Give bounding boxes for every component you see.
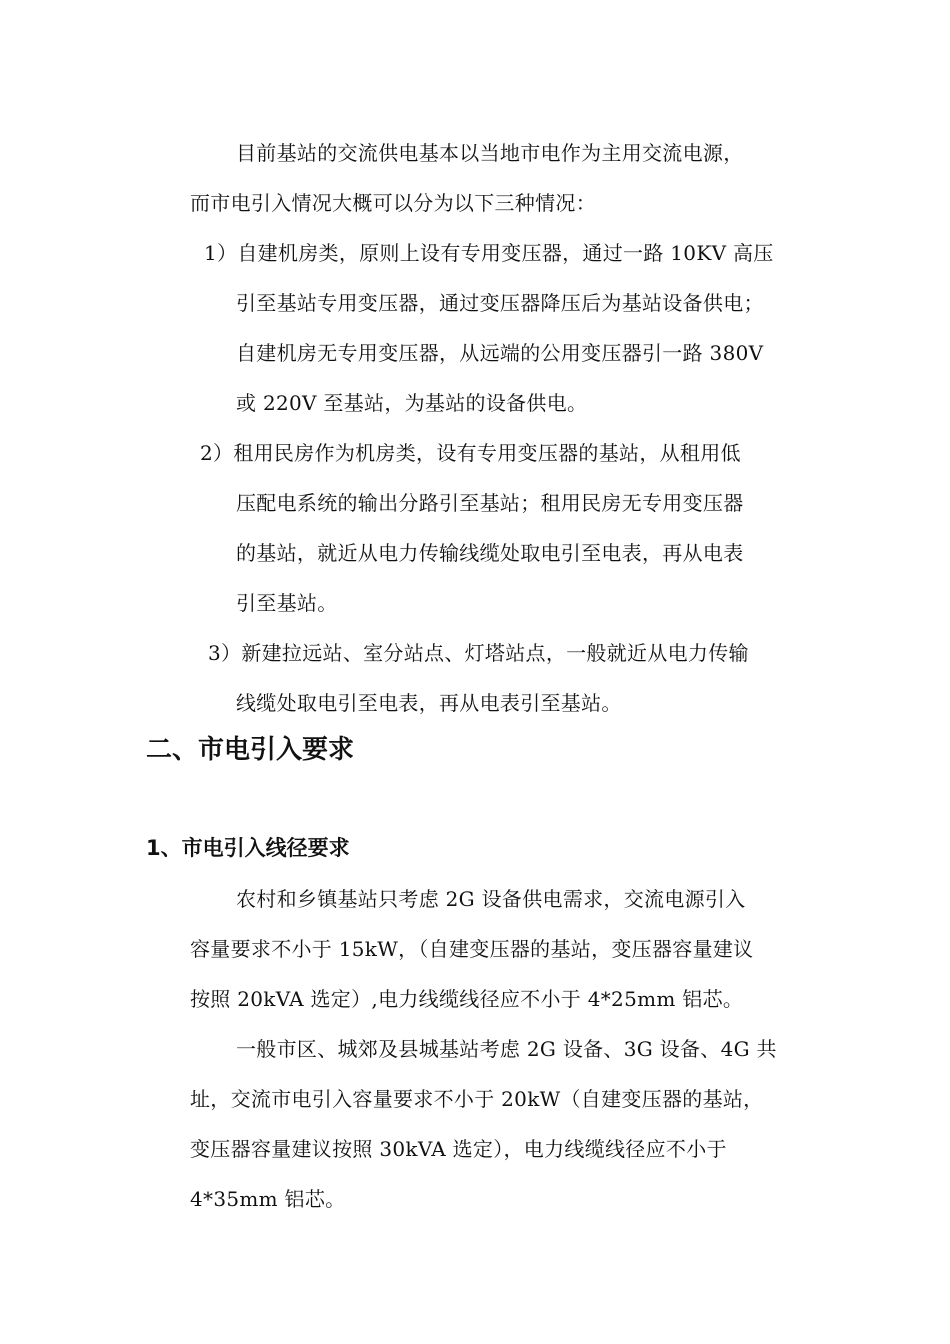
- section-heading: 二、市电引入要求: [146, 735, 355, 765]
- para-1-line-3: 按照 20kVA 选定）,电力线缆线径应不小于 4*25mm 铝芯。: [190, 987, 744, 1011]
- intro-line-2: 而市电引入情况大概可以分为以下三种情况：: [190, 191, 596, 215]
- item-2-line-2: 压配电系统的输出分路引至基站；租用民房无专用变压器: [236, 491, 744, 515]
- item-2-line-3: 的基站，就近从电力传输线缆处取电引至电表，再从电表: [236, 541, 744, 565]
- intro-line-1: 目前基站的交流供电基本以当地市电作为主用交流电源，: [236, 141, 744, 165]
- para-2-line-2: 址，交流市电引入容量要求不小于 20kW（自建变压器的基站，: [190, 1087, 764, 1111]
- item-2-line-4: 引至基站。: [236, 591, 338, 615]
- para-1-line-1: 农村和乡镇基站只考虑 2G 设备供电需求，交流电源引入: [236, 887, 746, 911]
- item-3-line-1: 3）新建拉远站、室分站点、灯塔站点，一般就近从电力传输: [208, 641, 749, 665]
- item-3-line-2: 线缆处取电引至电表，再从电表引至基站。: [236, 691, 622, 715]
- para-2-line-4: 4*35mm 铝芯。: [190, 1187, 346, 1211]
- item-1-line-4: 或 220V 至基站，为基站的设备供电。: [236, 391, 588, 415]
- item-1-line-2: 引至基站专用变压器，通过变压器降压后为基站设备供电；: [236, 291, 764, 315]
- para-2-line-1: 一般市区、城郊及县城基站考虑 2G 设备、3G 设备、4G 共: [236, 1037, 777, 1061]
- para-2-line-3: 变压器容量建议按照 30kVA 选定），电力线缆线径应不小于: [190, 1137, 727, 1161]
- para-1-line-2: 容量要求不小于 15kW，（自建变压器的基站，变压器容量建议: [190, 937, 754, 961]
- item-1-line-1: 1）自建机房类，原则上设有专用变压器，通过一路 10KV 高压: [204, 241, 774, 265]
- item-1-line-3: 自建机房无专用变压器，从远端的公用变压器引一路 380V: [236, 341, 764, 365]
- item-2-line-1: 2）租用民房作为机房类，设有专用变压器的基站，从租用低: [200, 441, 741, 465]
- subsection-heading: 1、市电引入线径要求: [146, 836, 350, 860]
